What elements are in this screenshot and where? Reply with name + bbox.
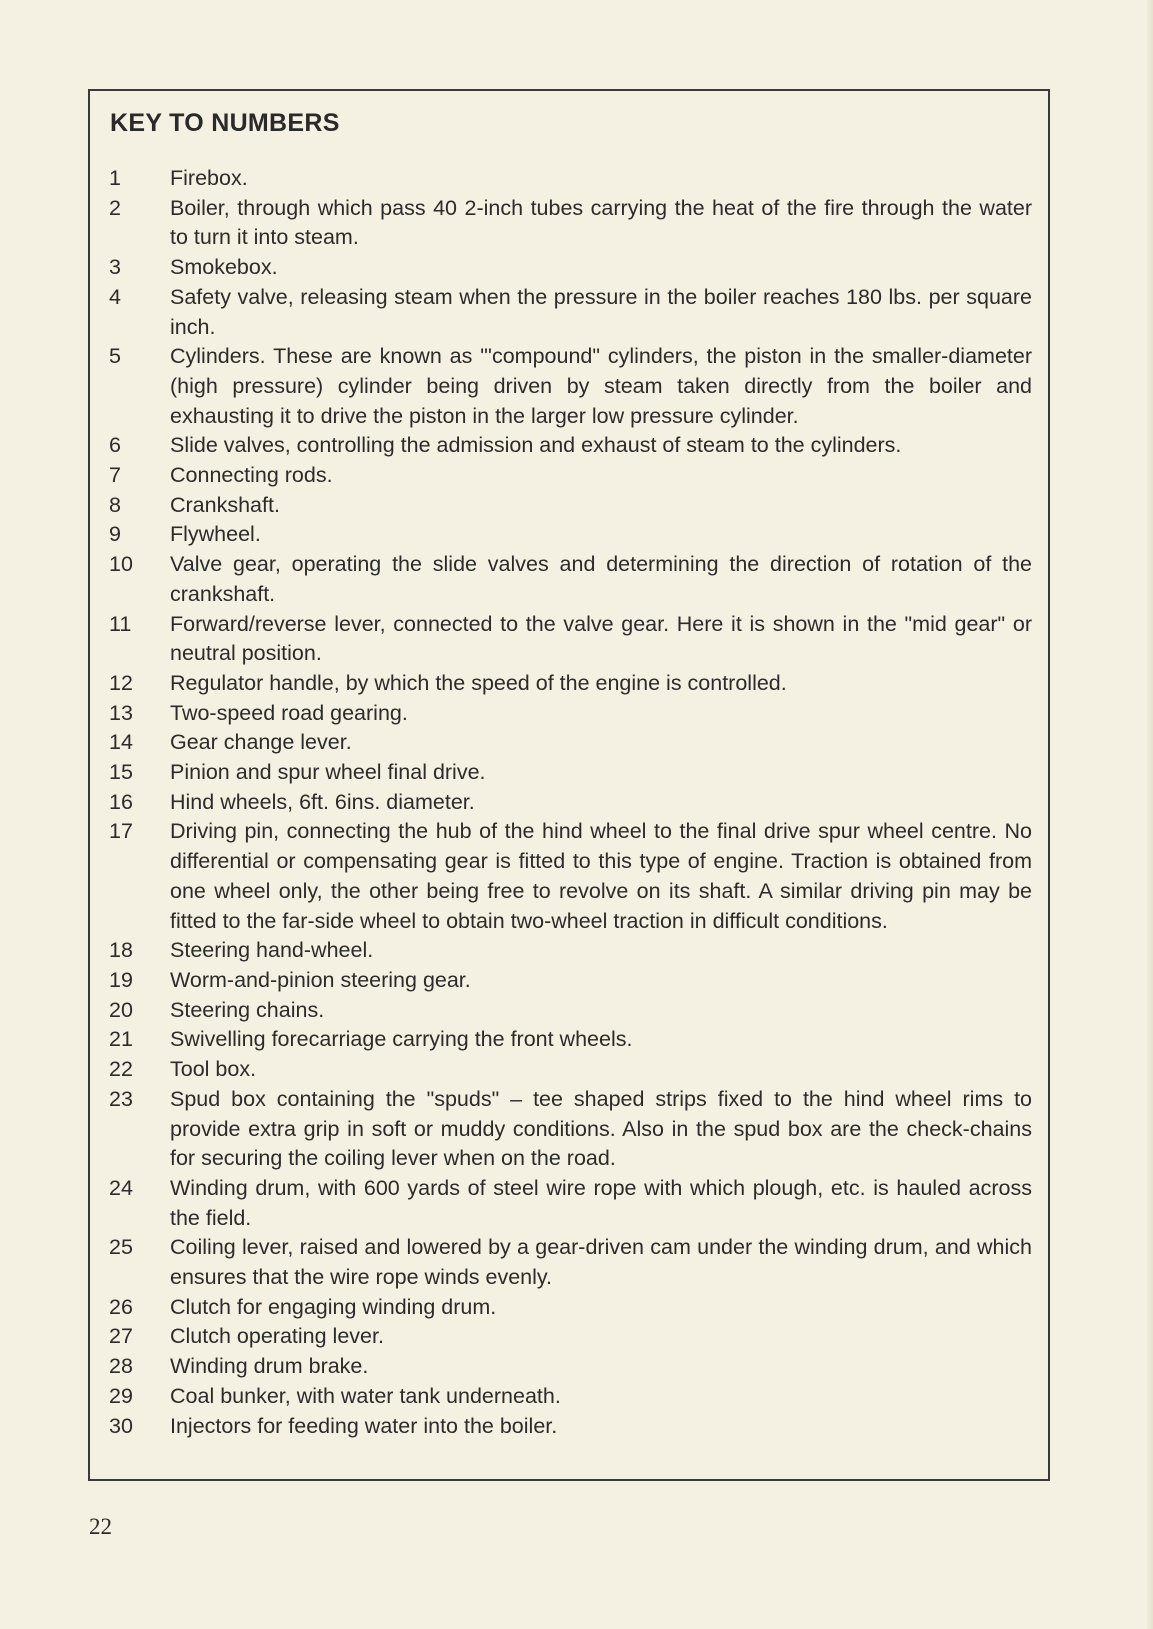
key-item-number: 22 bbox=[109, 1057, 133, 1082]
key-item bbox=[90, 253, 1048, 283]
key-item bbox=[90, 1233, 1048, 1292]
key-item bbox=[90, 728, 1048, 758]
key-to-numbers-box bbox=[88, 89, 1050, 1481]
page-edge bbox=[1147, 0, 1153, 1629]
key-item-description: Steering hand-wheel. bbox=[170, 938, 374, 963]
key-item bbox=[90, 461, 1048, 491]
key-item-description: Hind wheels, 6ft. 6ins. diameter. bbox=[170, 789, 475, 814]
key-item-description: Valve gear, operating the slide valves and determining the direction of rotation of the crankshaft. bbox=[170, 552, 1032, 606]
key-heading: KEY TO NUMBERS bbox=[110, 109, 340, 137]
key-item-description: Slide valves, controlling the admission and exhaust of steam to the cylinders. bbox=[170, 433, 902, 458]
key-item-number: 15 bbox=[109, 760, 133, 785]
key-list bbox=[90, 164, 1048, 1441]
key-item-description: Winding drum brake. bbox=[170, 1354, 369, 1379]
key-item bbox=[90, 1382, 1048, 1412]
key-item-number: 29 bbox=[109, 1383, 133, 1408]
key-item bbox=[90, 788, 1048, 818]
key-item-description: Connecting rods. bbox=[170, 463, 333, 488]
key-item bbox=[90, 758, 1048, 788]
key-item-description: Firebox. bbox=[170, 166, 248, 190]
key-item bbox=[90, 1352, 1048, 1382]
key-item bbox=[90, 1025, 1048, 1055]
key-item-number: 12 bbox=[109, 670, 133, 695]
key-item-description: Cylinders. These are known as "'compound" cylinders, the piston in the smaller-diameter (high pressure) cylinder being driven by steam taken directly from the boiler and exhausting it to drive the piston in the larger low pressure cylinder. bbox=[170, 344, 1032, 428]
key-item bbox=[90, 1322, 1048, 1352]
key-item-number: 24 bbox=[109, 1175, 133, 1200]
key-item-number: 14 bbox=[109, 730, 133, 755]
key-item bbox=[90, 283, 1048, 342]
key-item-number: 7 bbox=[109, 463, 121, 488]
key-item-description: Clutch for engaging winding drum. bbox=[170, 1294, 497, 1319]
key-item-description: Spud box containing the "spuds" – tee shaped strips fixed to the hind wheel rims to provide extra grip in soft or muddy conditions. Also in the spud box are the check-chains for securing the coiling lever when on the road. bbox=[170, 1086, 1032, 1171]
key-item bbox=[90, 550, 1048, 609]
key-item-number: 2 bbox=[109, 195, 121, 220]
key-item-description: Two-speed road gearing. bbox=[170, 700, 408, 725]
key-item-number: 16 bbox=[109, 789, 133, 814]
key-item-number: 17 bbox=[109, 819, 133, 844]
key-item bbox=[90, 1412, 1048, 1442]
key-item bbox=[90, 431, 1048, 461]
key-item-description: Coiling lever, raised and lowered by a gear-driven cam under the winding drum, and which ensures that the wire rope winds evenly. bbox=[170, 1235, 1032, 1290]
key-item-number: 18 bbox=[109, 938, 133, 963]
key-item bbox=[90, 936, 1048, 966]
key-item bbox=[90, 520, 1048, 550]
key-item bbox=[90, 699, 1048, 729]
key-item-description: Injectors for feeding water into the boiler. bbox=[170, 1413, 558, 1438]
key-item bbox=[90, 1293, 1048, 1323]
key-item-number: 3 bbox=[109, 255, 121, 280]
key-item-number: 4 bbox=[109, 284, 121, 309]
key-item-description: Crankshaft. bbox=[170, 492, 280, 517]
key-item-number: 28 bbox=[109, 1354, 133, 1379]
key-item-description: Gear change lever. bbox=[170, 730, 352, 755]
key-item bbox=[90, 966, 1048, 996]
key-item-number: 8 bbox=[109, 492, 121, 517]
key-item-description: Regulator handle, by which the speed of the engine is controlled. bbox=[170, 670, 787, 695]
key-item-number: 26 bbox=[109, 1294, 133, 1319]
key-item-number: 10 bbox=[109, 552, 133, 577]
key-item-number: 11 bbox=[109, 611, 132, 636]
key-item-number: 30 bbox=[109, 1413, 133, 1438]
key-item-description: Tool box. bbox=[170, 1057, 257, 1082]
key-item bbox=[90, 194, 1048, 253]
key-item bbox=[90, 1174, 1048, 1233]
key-item-description: Pinion and spur wheel final drive. bbox=[170, 760, 486, 785]
key-item-number: 21 bbox=[109, 1027, 133, 1052]
key-item-description: Flywheel. bbox=[170, 522, 261, 547]
key-item-number: 6 bbox=[109, 433, 121, 458]
key-item-number: 9 bbox=[109, 522, 121, 547]
key-item-number: 5 bbox=[109, 344, 121, 369]
key-item-description: Coal bunker, with water tank underneath. bbox=[170, 1383, 561, 1408]
key-item-description: Boiler, through which pass 40 2-inch tubes carrying the heat of the fire through the water to turn it into steam. bbox=[170, 195, 1032, 250]
key-item bbox=[90, 996, 1048, 1026]
key-item bbox=[90, 164, 1048, 194]
key-item-description: Forward/reverse lever, connected to the valve gear. Here it is shown in the "mid gear" or neutral position. bbox=[170, 611, 1032, 666]
key-item-description: Swivelling forecarriage carrying the front wheels. bbox=[170, 1027, 633, 1052]
key-item-number: 1 bbox=[109, 166, 121, 190]
page-number: 22 bbox=[89, 1514, 112, 1539]
key-item bbox=[90, 1055, 1048, 1085]
key-item bbox=[90, 669, 1048, 699]
key-item-number: 23 bbox=[109, 1086, 133, 1111]
key-item-number: 20 bbox=[109, 997, 133, 1022]
key-item-description: Smokebox. bbox=[170, 255, 278, 280]
key-item bbox=[90, 342, 1048, 431]
key-item-description: Clutch operating lever. bbox=[170, 1324, 384, 1349]
key-item-number: 13 bbox=[109, 700, 133, 725]
key-item-description: Worm-and-pinion steering gear. bbox=[170, 967, 471, 992]
key-item-description: Winding drum, with 600 yards of steel wire rope with which plough, etc. is hauled across the field. bbox=[170, 1175, 1032, 1230]
key-item bbox=[90, 610, 1048, 669]
key-item bbox=[90, 1085, 1048, 1174]
key-item-number: 27 bbox=[109, 1324, 133, 1349]
key-item-description: Steering chains. bbox=[170, 997, 325, 1022]
key-item bbox=[90, 817, 1048, 936]
key-item-description: Safety valve, releasing steam when the pressure in the boiler reaches 180 lbs. per square inch. bbox=[170, 284, 1032, 339]
key-item-description: Driving pin, connecting the hub of the hind wheel to the final drive spur wheel centre. No differential or compensating gear is fitted to this type of engine. Traction is obtained from one wheel only, the other being free to revolve on its shaft. A similar driving pin may be fitted to the far-side wheel to obtain two-wheel traction in difficult conditions. bbox=[170, 819, 1032, 933]
key-item-number: 25 bbox=[109, 1235, 133, 1260]
key-item-number: 19 bbox=[109, 967, 133, 992]
key-item bbox=[90, 491, 1048, 521]
